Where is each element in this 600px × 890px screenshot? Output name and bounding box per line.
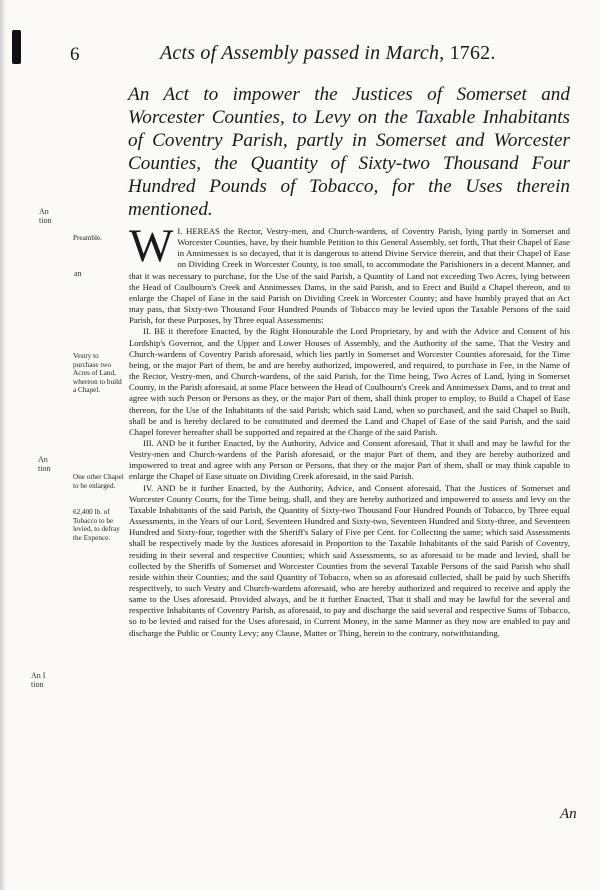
margin-note-tobacco: 62,400 lb. of Tobacco to be levied, to defray the Expence. [73, 508, 120, 542]
section-3: III. AND be it further Enacted, by the Authority, Advice and Consent aforesaid, That it shall and may be lawful for the Vestry-men and Church-wardens of the Parish aforesaid, or the major Part of them, and they are hereby authorized and impowered to treat and agree with any Person or Persons, that they or the major Part of them, shall or may think capable to enlarge the Chapel of Ease situate on Dividing Creek aforesaid, in the said Parish. [129, 437, 570, 482]
page-number: 6 [70, 44, 80, 65]
drop-cap: W [129, 220, 174, 272]
gutter-note: An I tion [31, 671, 46, 689]
act-title: An Act to impower the Justices of Somerset and Worcester Counties, to Levy on the Taxable Inhabitants of Coventry Parish, partly in Somerset and Worcester Counties, the Quantity of Sixty-two Thousand Four Hundred Pounds of Tobacco, for the Uses therein mentioned. [128, 84, 570, 220]
act-body [129, 220, 570, 639]
gutter-note: An tion [39, 207, 52, 225]
catchword: An [560, 806, 577, 822]
margin-note-vestry: Vestry to purchase two Acres of Land, whereon to build a Chapel. [73, 352, 122, 395]
header-text: Acts of Assembly passed in [160, 42, 381, 64]
gutter-note: an [74, 269, 82, 278]
page-edge-shadow [0, 0, 6, 890]
section-1-label: I. [177, 226, 183, 236]
para-1-text: HEREAS the Rector, Vestry-men, and Church-wardens, of Coventry Parish, lying partly in Somerset and Worcester Counties, have, by their humble Petition to this General Assembly, set forth, That their Chapel of Ease in Annimessex is so decayed, that it is dangerous to attend Divine Service therein, and that their Chapel of Ease on Dividing Creek in Worcester County, is too small, to accommodate the Parishioners in a decent Manner, and that it was necessary to purchase, for the Use of the said Parish, a Quantity of Land not exceeding Two Acres, lying between the Head of Coulbourn's Creek and Annimessex Dams, in the said Parish, and to Erect and Build a Chapel thereon, and to enlarge the Chapel of Ease in the said Parish on Dividing Creek in Worcester County; and have humbly prayed that an Act may pass, that Sixty-two Thousand Four Hundred Pounds of Tobacco may be levied upon the Taxable Persons of the said Parish, for these Purposes, by Three equal Assessments: [129, 226, 570, 326]
binding-mark [12, 30, 21, 64]
section-1 [129, 220, 570, 326]
header-month: March, [385, 42, 445, 64]
margin-note-chapel: One other Chapel to be enlarged. [73, 473, 124, 490]
running-header [160, 42, 496, 65]
header-year: 1762. [449, 42, 496, 64]
section-2: II. BE it therefore Enacted, by the Right Honourable the Lord Proprietary, by and with the Advice and Consent of his Lordship's Governor, and the Upper and Lower Houses of Assembly, and the Authority of the same, That the Vestry and Church-wardens of Coventry Parish aforesaid, which lies partly in Somerset and Worcester Counties aforesaid, for the Time being, or the major Part of them, be and are hereby authorized, impowered, and required, to purchase in Fee, in the Name of the Rector, Vestry-men, and Church-wardens, of the said Parish, for the Time being, Two Acres of Land, lying in Somerset County, in the Parish aforesaid, at some Place between the Head of Coulbourn's Creek and Annimessex Dams, and to treat and agree with such Person or Persons as they, or the major Part of them, shall think proper to employ, to Build a Chapel of Ease thereon, for the Use of the Inhabitants of the said Parish; which said Land, when so purchased, and the said Chapel so Built, shall be and is hereby declared to be constituted and deemed the Land and Chapel of Ease of the said Parish, and the said Chapel forever hereafter shall be supported and repaired at the Charge of the said Parish. [129, 326, 570, 437]
margin-note-preamble: Preamble. [73, 234, 102, 242]
gutter-note: An tion [38, 455, 51, 473]
section-4: IV. AND be it further Enacted, by the Authority, Advice, and Consent aforesaid, That the Justices of Somerset and Worcester County Courts, for the Time being, shall, and they are hereby authorized and impowered to assess and levy on the Taxable Inhabitants of the said Parish, the Quantity of Sixty-two Thousand Four Hundred Pounds of Tobacco, by Three equal Assessments, in the Years of our Lord, Seventeen Hundred and Sixty-two, Seventeen Hundred and Sixty-three, and Seventeen Hundred and Sixty-four, together with the Sheriff's Salary of Five per Cent. for Collecting the same; which said Assessments shall be respectively made by the Justices aforesaid in Proportion to the Taxable Inhabitants of the said Parish of Coventry, residing in their several and respective Counties; which said Assessments, so as aforesaid to be made and levied, shall be collected by the Sheriffs of Somerset and Worcester Counties from the several Taxable Persons of the said Parish who shall reside within their Counties; and the said Quantity of Tobacco, when so as aforesaid collected, shall be paid by such Sheriffs respectively, to such Vestry and Church-wardens aforesaid, who are hereby authorized and required to receive and apply the same to the Uses aforesaid. Provided always, and be it further Enacted, That it shall and may be lawful for the several and respective Inhabitants of Coventry Parish, as aforesaid, to pay and discharge the said several and respective Sums of Tobacco, so to be levied and raised for the Uses aforesaid, in Current Money, in the same Manner as they now are enabled to pay and discharge the Public or County Levy; any Clause, Matter or Thing, herein to the contrary, notwithstanding. [129, 482, 570, 638]
